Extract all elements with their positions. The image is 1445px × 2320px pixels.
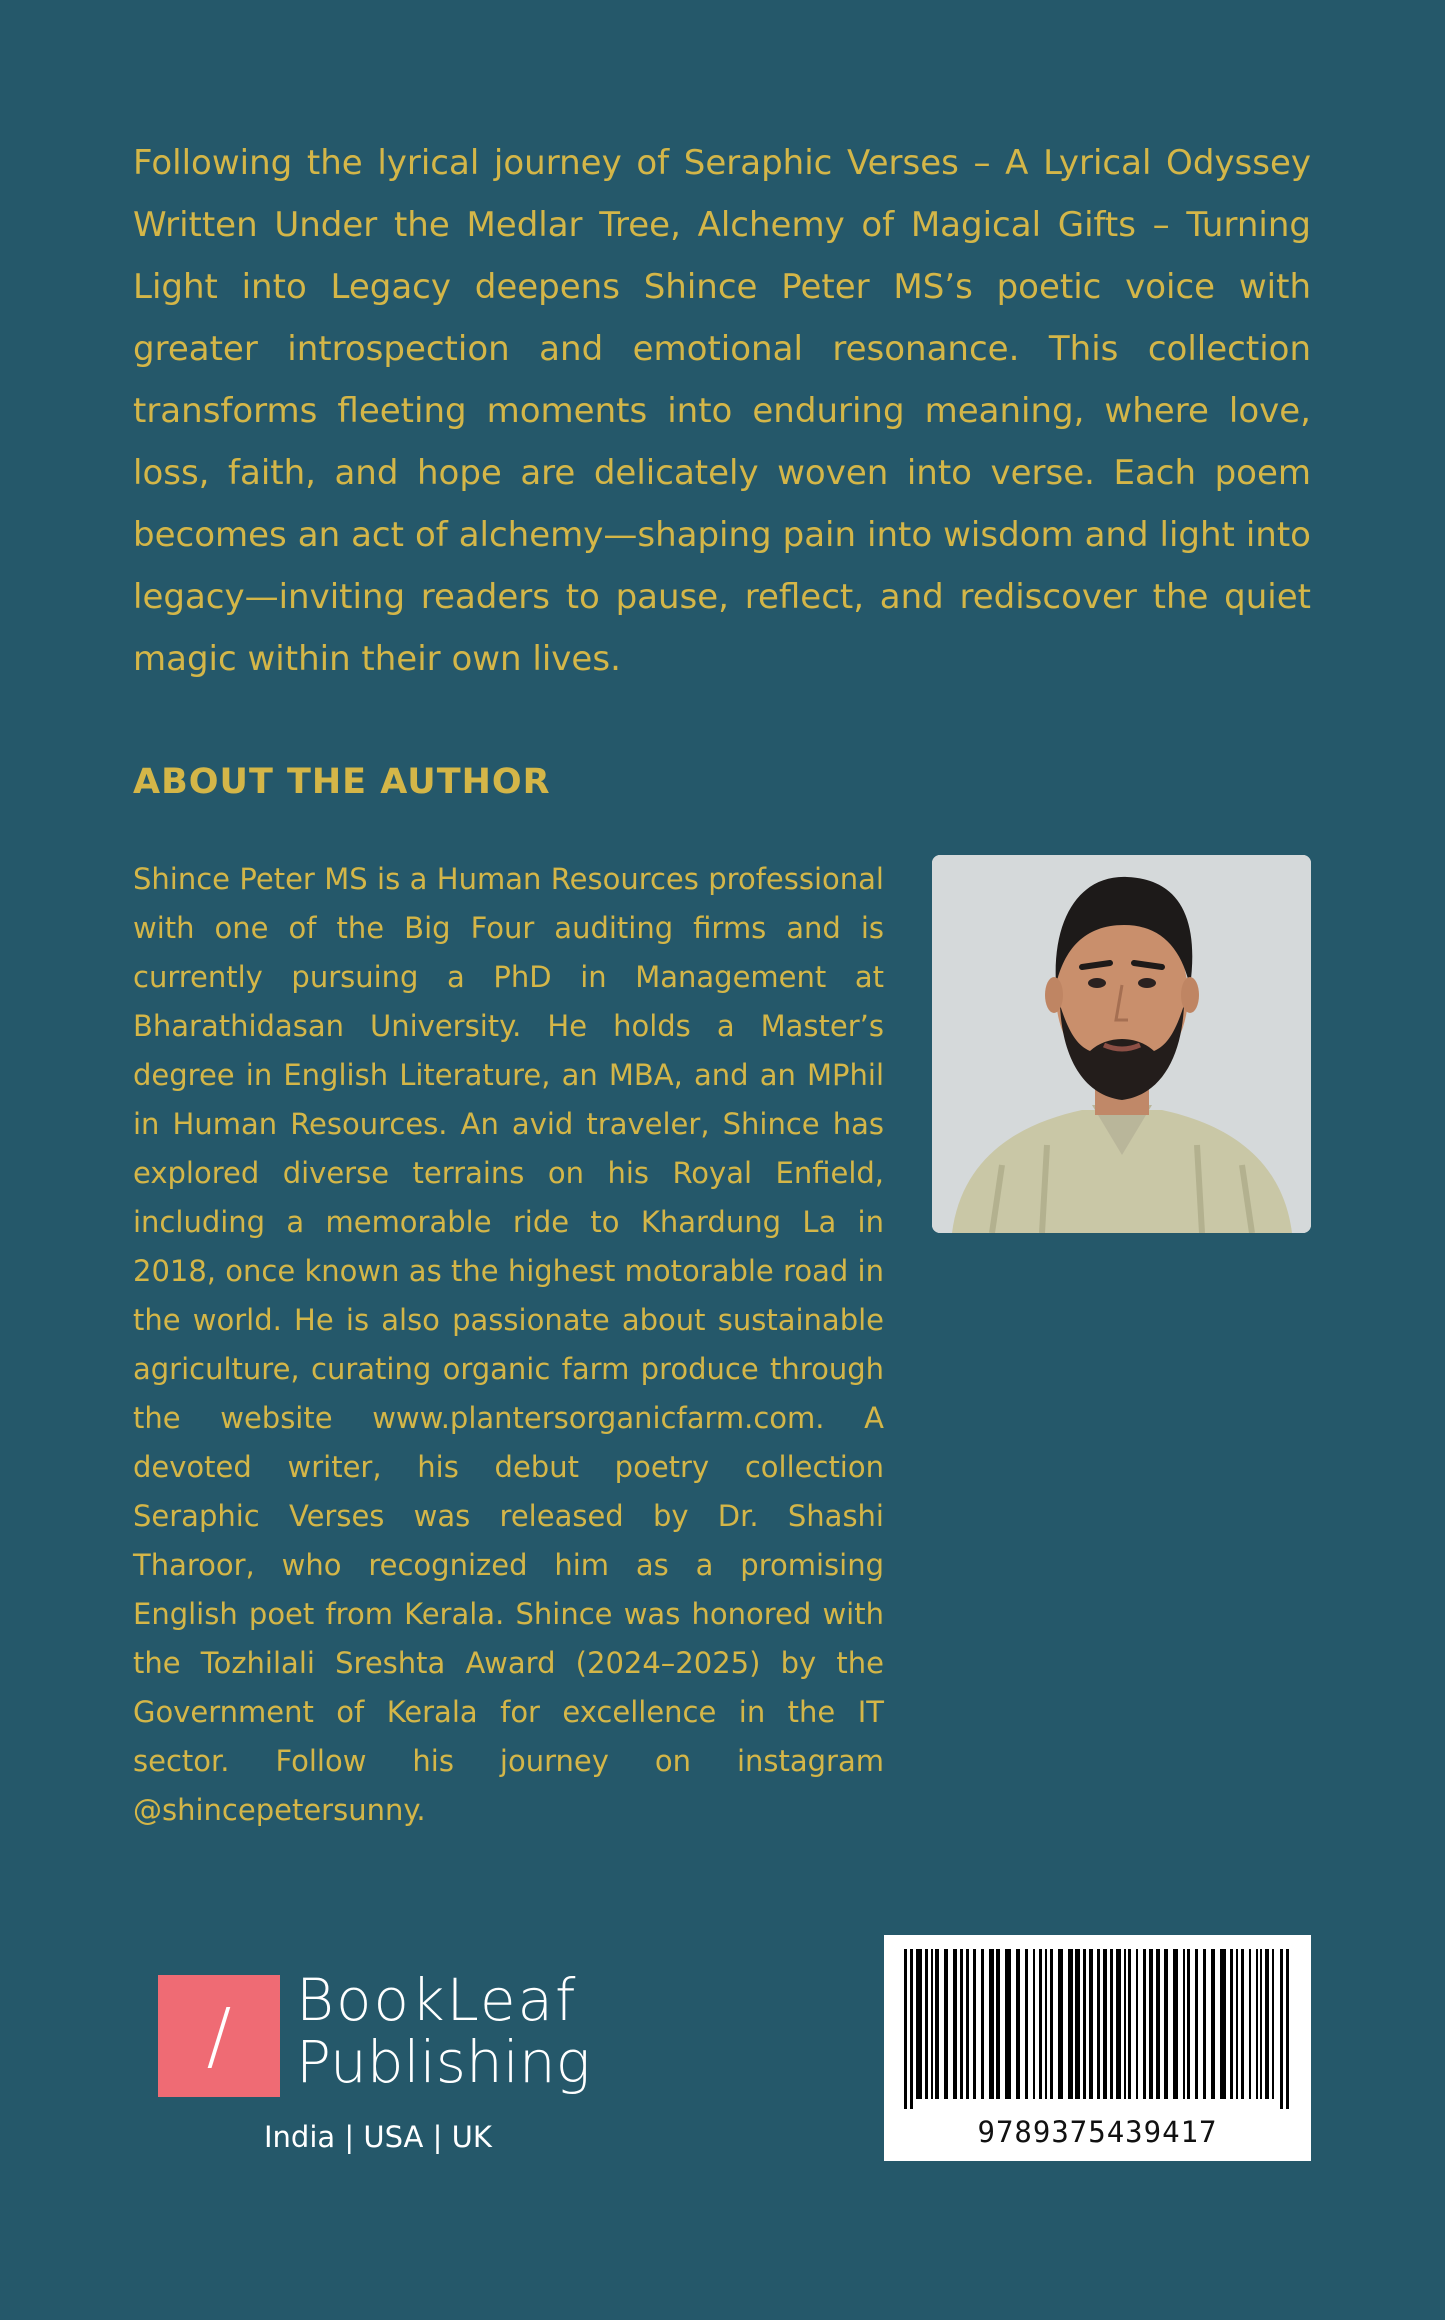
barcode-bar — [973, 1949, 976, 2099]
barcode-bar — [1203, 1949, 1206, 2099]
isbn-barcode — [884, 1935, 1311, 2161]
barcode-bar — [1241, 1949, 1244, 2099]
barcode-bar — [1220, 1949, 1226, 2099]
barcode-bar — [1068, 1949, 1073, 2099]
bookleaf-publishing-logo — [158, 1966, 618, 2170]
barcode-bar — [1058, 1949, 1063, 2099]
barcode-bar — [1230, 1949, 1233, 2099]
barcode-bar — [1265, 1949, 1269, 2099]
barcode-bar — [1149, 1949, 1153, 2099]
barcode-bar — [1005, 1949, 1011, 2099]
barcode-bar — [1286, 1949, 1289, 2109]
barcode-bar — [1025, 1949, 1028, 2099]
barcode-bar — [1236, 1949, 1238, 2099]
barcode-bar — [1110, 1949, 1113, 2099]
barcode-bars — [900, 1949, 1295, 2109]
barcode-bar — [1116, 1949, 1121, 2099]
logo-mark — [158, 1975, 280, 2097]
barcode-bar — [1097, 1949, 1100, 2099]
barcode-bar — [935, 1949, 939, 2099]
barcode-bar — [1249, 1949, 1251, 2099]
barcode-bar — [1256, 1949, 1258, 2099]
barcode-bar — [1083, 1949, 1086, 2099]
book-blurb: Following the lyrical journey of Seraphic Verses – A Lyrical Odyssey Written Under the Medlar Tree, Alchemy of Magical Gifts – Turning Light into Legacy deepens Shince Peter MS’s poetic voice with greater introspection and emotional resonance. This collection transforms fleeting moments into enduring meaning, where love, loss, faith, and hope are delicately woven into verse. Each poem becomes an act of alchemy—shaping pain into wisdom and light into legacy—inviting readers to pause, reflect, and rediscover the quiet magic within their own lives. — [133, 143, 1311, 679]
publisher-regions: India | USA | UK — [264, 2120, 492, 2154]
barcode-bar — [1136, 1949, 1138, 2099]
barcode-bar — [1128, 1949, 1131, 2099]
barcode-bar — [1183, 1949, 1185, 2099]
barcode-bar — [944, 1949, 948, 2099]
barcode-bar — [1211, 1949, 1215, 2099]
barcode-bar — [1033, 1949, 1035, 2099]
about-author-heading: ABOUT THE AUTHOR — [133, 762, 551, 802]
barcode-bar — [1260, 1949, 1262, 2099]
barcode-bar — [966, 1949, 969, 2099]
barcode-bar — [931, 1949, 933, 2099]
barcode-bar — [916, 1949, 922, 2099]
barcode-bar — [1103, 1949, 1107, 2099]
isbn-number: 9789375439417 — [977, 2115, 1218, 2149]
barcode-bar — [1039, 1949, 1042, 2099]
author-photo — [932, 855, 1311, 1233]
barcode-bar — [1089, 1949, 1093, 2099]
barcode-bar — [904, 1949, 907, 2109]
barcode-bar — [981, 1949, 984, 2099]
barcode-bar — [910, 1949, 913, 2109]
barcode-bar — [1045, 1949, 1047, 2099]
author-bio: Shince Peter MS is a Human Resources professional with one of the Big Four auditing firms and is currently pursuing a PhD in Management at Bharathidasan University. He holds a Master’s degree in English Literature, an MBA, and an MPhil in Human Resources. An avid traveler, Shince has explored diverse terrains on his Royal Enfield, including a memorable ride to Khardung La in 2018, once known as the highest motorable road in the world. He is also passionate about sustainable agriculture, curating organic farm produce through the website www.plantersorganicfarm.com. A devoted writer, his debut poetry collection Seraphic Verses was released by Dr. Shashi Tharoor, who recognized him as a promising English poet from Kerala. Shince was honored with the Tozhilali Sreshta Award (2024–2025) by the Government of Kerala for excellence in the IT sector. Follow his journey on instagram @shincepetersunny. — [133, 862, 884, 1827]
slash-icon: / — [206, 1993, 232, 2079]
barcode-bar — [953, 1949, 957, 2099]
barcode-bar — [960, 1949, 963, 2099]
barcode-bar — [989, 1949, 994, 2099]
publisher-name-line2: Publishing — [296, 2028, 591, 2096]
barcode-bar — [1173, 1949, 1178, 2099]
barcode-bar — [1075, 1949, 1080, 2099]
barcode-bar — [1272, 1949, 1274, 2099]
barcode-bar — [996, 1949, 1000, 2099]
barcode-bar — [1050, 1949, 1053, 2099]
publisher-name-line1: BookLeaf — [296, 1966, 578, 2034]
barcode-bar — [1143, 1949, 1146, 2099]
barcode-bar — [1124, 1949, 1126, 2099]
barcode-bar — [1280, 1949, 1283, 2109]
barcode-bar — [925, 1949, 928, 2099]
barcode-bar — [1195, 1949, 1198, 2099]
barcode-bar — [1187, 1949, 1190, 2099]
barcode-bar — [1164, 1949, 1168, 2099]
barcode-bar — [1016, 1949, 1020, 2099]
barcode-bar — [1156, 1949, 1160, 2099]
